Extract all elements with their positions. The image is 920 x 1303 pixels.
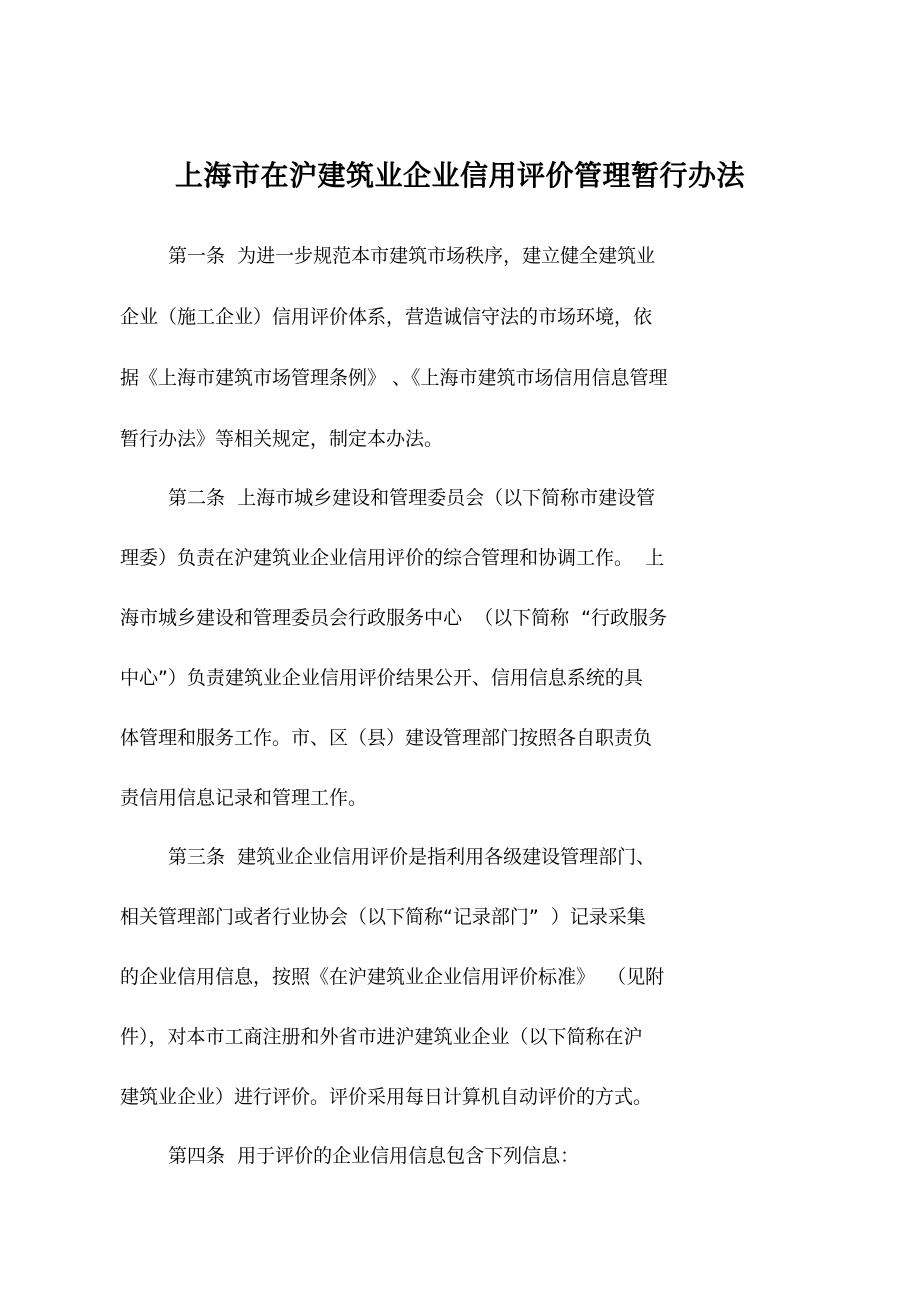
article-2-line-5: 体管理和服务工作。市、区（县）建设管理部门按照各自职责负	[120, 727, 653, 749]
article-2-line-6: 责信用信息记录和管理工作。	[120, 787, 368, 809]
article-2-line-4: 中心”）负责建筑业企业信用评价结果公开、信用信息系统的具	[120, 667, 643, 689]
article-1-line-1: 第一条 为进一步规范本市建筑市场秩序，建立健全建筑业	[168, 245, 656, 267]
article-4-line-1: 第四条 用于评价的企业信用信息包含下列信息：	[168, 1145, 580, 1167]
document-title: 上海市在沪建筑业企业信用评价管理暂行办法	[174, 159, 745, 192]
article-2-line-2: 理委）负责在沪建筑业企业信用评价的综合管理和协调工作。 上	[120, 547, 665, 569]
article-2-line-1: 第二条 上海市城乡建设和管理委员会（以下简称市建设管	[168, 487, 656, 509]
article-1-line-2: 企业（施工企业）信用评价体系，营造诚信守法的市场环境，依	[120, 306, 653, 328]
article-2-line-3: 海市城乡建设和管理委员会行政服务中心 （以下简称 “行政服务	[120, 607, 668, 629]
article-3-line-2: 相关管理部门或者行业协会（以下简称“记录部门” ）记录采集	[120, 906, 646, 928]
article-3-line-5: 建筑业企业）进行评价。评价采用每日计算机自动评价的方式。	[120, 1086, 653, 1108]
article-1-line-4: 暂行办法》等相关规定，制定本办法。	[120, 428, 444, 450]
article-3-line-3: 的企业信用信息，按照《在沪建筑业企业信用评价标准》 （见附	[120, 966, 665, 988]
article-1-line-3: 据《上海市建筑市场管理条例》 、《上海市建筑市场信用信息管理	[120, 367, 668, 389]
article-3-line-1: 第三条 建筑业企业信用评价是指利用各级建设管理部门、	[168, 846, 656, 868]
article-3-line-4: 件），对本市工商注册和外省市进沪建筑业企业（以下简称在沪	[120, 1026, 643, 1048]
